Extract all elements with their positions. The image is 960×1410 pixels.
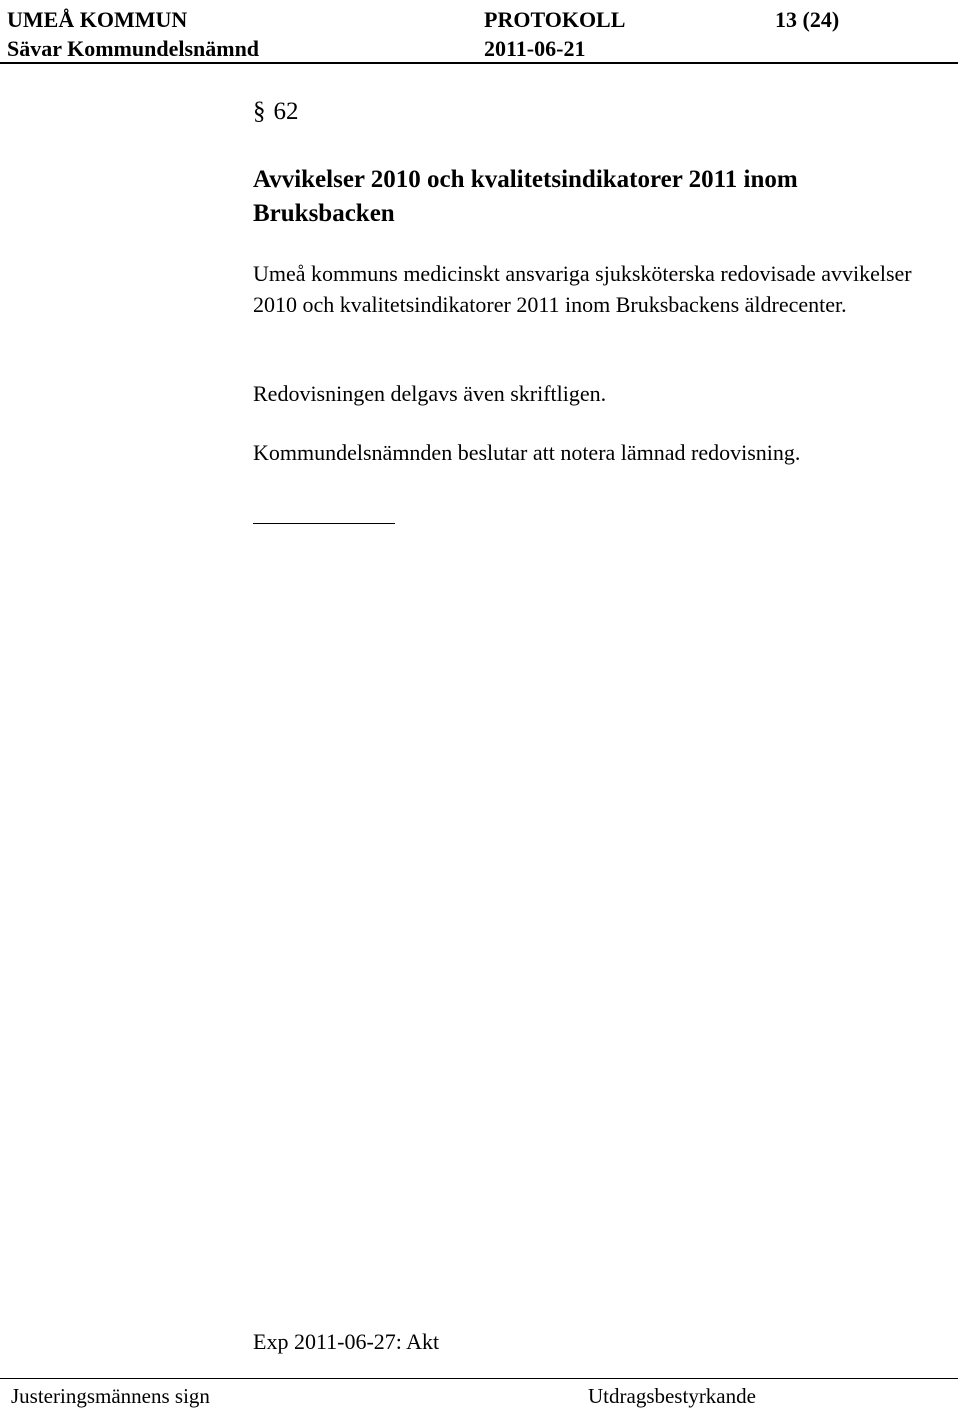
document-type: PROTOKOLL — [484, 7, 626, 32]
paragraph-written: Redovisningen delgavs även skriftligen. — [253, 381, 607, 406]
section-title: Avvikelser 2010 och kvalitetsindikatorer 2011 inom Bruksbacken — [253, 166, 798, 227]
committee-name: Sävar Kommundelsnämnd — [7, 36, 260, 61]
organization-name: UMEÅ KOMMUN — [7, 7, 188, 32]
paragraph-report: Umeå kommuns medicinskt ansvariga sjuksköterska redovisade avvikelser 2010 och kvalitetsindikatorer 2011 inom Bruksbackens äldrecenter. — [253, 261, 912, 317]
section-number: 62 — [273, 98, 299, 125]
footer-adjusters-sign: Justeringsmännens sign — [11, 1384, 210, 1408]
section-sign: § — [253, 98, 266, 125]
meeting-date: 2011-06-21 — [484, 36, 586, 61]
expedition-note: Exp 2011-06-27: Akt — [253, 1329, 440, 1354]
page-number: 13 (24) — [775, 7, 840, 32]
footer-certification: Utdragsbestyrkande — [588, 1384, 756, 1408]
footer-divider — [0, 1378, 958, 1379]
header-divider — [0, 62, 958, 64]
paragraph-decision: Kommundelsnämnden beslutar att notera lämnad redovisning. — [253, 440, 801, 465]
section-end-line — [253, 523, 395, 524]
section-heading — [253, 96, 299, 128]
